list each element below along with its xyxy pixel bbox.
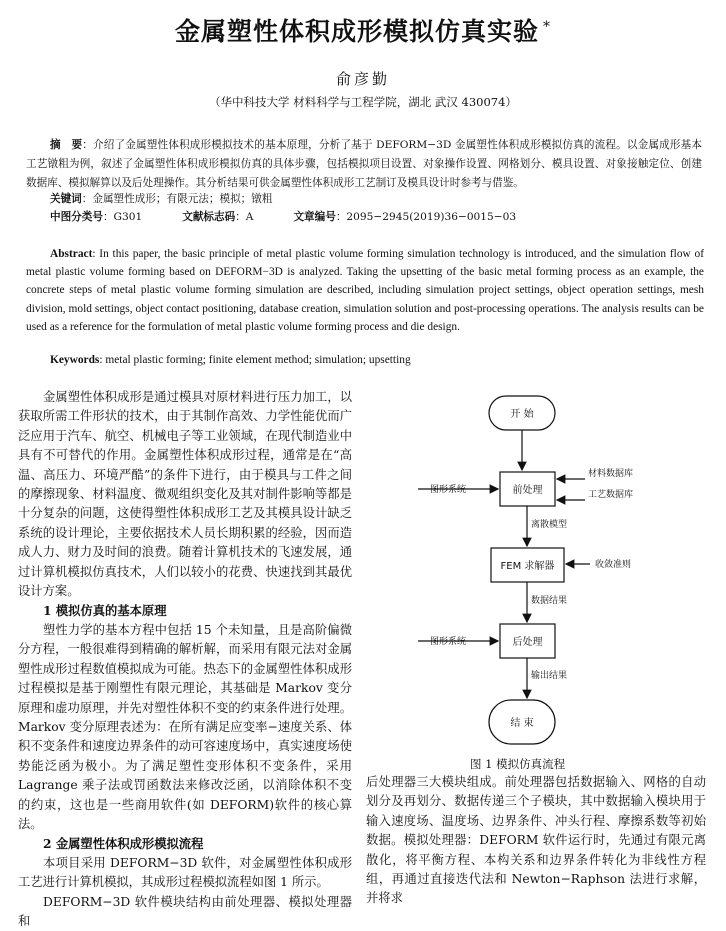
classification-line xyxy=(50,209,516,224)
keywords-en-label: Keywords xyxy=(50,354,100,366)
author-name: 俞彦勤 xyxy=(335,70,390,88)
keywords-cn-label: 关键词 xyxy=(50,193,82,205)
flow-process-db-label: 工艺数据库 xyxy=(588,490,634,500)
section-1-paragraph: 塑性力学的基本方程中包括 15 个未知量，且是高阶偏微分方程，一般很难得到精确的解析解，而采用有限元法对金属塑性成形过程数值模拟成为可能。热态下的金属塑性体积成形过程模拟是基于刚塑性有限元理论，其基础是 Markov 变分原理和虚功原理，并先对塑性体积不变的约束条件进行处理。Markov 变分原理表述为：在所有满足应变率−速度关系、体积不变条件和速度边界条件的动可容速度场中，真实速度场使势能泛函为极小。为了满足塑性变形体积不变条件，采用 Lagrange 乘子法或罚函数法来修改泛函，以消除体积不变的约束，这也是一些商用软件(如 DEFORM)软件的核心算法。 xyxy=(18,622,352,831)
abstract-en-text: : In this paper, the basic principle of metal plastic volume forming simulation technology is introduced, and the simulation flow of metal plastic volume forming based on DEFORM−3D is analyzed. Taking the upsetting of the basic metal forming process as an example, the concrete steps of metal plastic volume forming simulation are described, including simulation project settings, object operation settings, mesh division, mold settings, object contact positioning, database creation, simulation solution and post-processing operations. The analysis results can be used as a reference for the formulation of metal plastic volume forming process and die design. xyxy=(26,248,704,333)
clc-value: ：G301 xyxy=(102,211,143,223)
abstract-chinese xyxy=(26,136,702,193)
paper-title-text: 金属塑性体积成形模拟仿真实验 xyxy=(174,17,539,46)
flow-material-db-label: 材料数据库 xyxy=(588,469,634,479)
section-2-paragraph-2: DEFORM−3D 软件模块结构由前处理器、模拟处理器和 xyxy=(18,894,352,928)
doc-code-value: ：A xyxy=(235,211,254,223)
intro-paragraph: 金属塑性体积成形是通过模具对原材料进行压力加工，以获取所需工件形状的技术，由于其制作高效、力学性能优而广泛应用于汽车、航空、机械电子等工业领域，在现代制造业中具有不可替代的作用。金属塑性体积成形过程，通常是在“高温、高压力、环境严酷”的条件下进行，由于模具与工件之间的摩擦现象、材料温度、微观组织变化及其对制件影响等都是十分复杂的问题，这使得塑性体积成形工艺及其模具设计缺乏系统的设计理论，主要依据技术人员长期积累的经验，因而造成人力、财力及时间的浪费。随着计算机技术的飞速发展，通过计算机模拟仿真技术，人们以较小的花费、快速找到其最优设计方案。 xyxy=(18,390,352,599)
article-number-value: ：2095−2945(2019)36−0015−03 xyxy=(335,211,517,223)
flow-data-result-label: 数据结果 xyxy=(531,596,568,606)
body-left-column xyxy=(18,388,352,931)
flow-graphics-system-label-2: 图形系统 xyxy=(430,637,467,647)
figure-caption: 图 1 模拟仿真流程 xyxy=(470,757,566,771)
abstract-cn-text: ：介绍了金属塑性体积成形模拟技术的基本原理，分析了基于 DEFORM−3D 金属塑性体积成形模拟仿真的流程。以金属成形基本工艺镦粗为例，叙述了金属塑性体积成形模拟仿真的具体步骤，包括模拟项目设置、对象操作设置、网格划分、模具设置、对象接触定位、创建数据库、模拟解算以及后处理操作。其分析结果可供金属塑性体积成形工艺制订及模具设计时参考与借鉴。 xyxy=(26,139,702,189)
keywords-english xyxy=(50,354,411,366)
flow-start-label: 开 始 xyxy=(510,409,534,420)
title-footnote-mark: * xyxy=(543,18,551,35)
keywords-cn-text: ：金属塑性成形；有限元法；模拟；镦粗 xyxy=(81,193,273,205)
flow-preprocess-label: 前处理 xyxy=(512,485,543,496)
flow-convergence-label: 收敛准则 xyxy=(595,560,632,570)
keywords-chinese xyxy=(50,191,272,206)
paper-title xyxy=(0,12,726,48)
doc-code-label: 文献标志码 xyxy=(182,211,236,223)
article-number-label: 文章编号 xyxy=(293,211,336,223)
flow-fem-solver-label: FEM 求解器 xyxy=(500,561,555,572)
flowchart-figure xyxy=(356,382,696,754)
abstract-en-label: Abstract xyxy=(50,248,93,260)
section-2-heading: 2 金属塑性体积成形模拟流程 xyxy=(43,836,204,852)
clc-label: 中图分类号 xyxy=(50,211,103,223)
abstract-cn-label: 摘 要 xyxy=(50,139,83,151)
section-2-paragraph: 本项目采用 DEFORM−3D 软件，对金属塑性体积成形工艺进行计算机模拟，其成形过程模拟流程如图 1 所示。 xyxy=(18,855,352,890)
keywords-en-text: : metal plastic forming; finite element method; simulation; upsetting xyxy=(99,354,411,366)
flow-end-label: 结 束 xyxy=(510,718,534,729)
flow-postprocess-label: 后处理 xyxy=(512,637,543,648)
flow-discrete-model-label: 离散模型 xyxy=(531,520,568,530)
right-column-paragraph: 后处理器三大模块组成。前处理器包括数据输入、网格的自动划分及再划分、数据传递三个子模块，其中数据输入模块用于输入速度场、温度场、边界条件、冲头行程、摩擦系数等初始数据。模拟处理器：DEFORM 软件运行时，先通过有限元离散化，将平衡方程、本构关系和边界条件转化为非线性方程组，再通过直接迭代法和 Newton−Raphson 法进行求解，并将求 xyxy=(366,775,706,906)
affiliation: （华中科技大学 材料科学与工程学院，湖北 武汉 430074） xyxy=(209,95,517,109)
flow-graphics-system-label-1: 图形系统 xyxy=(430,485,467,495)
flow-output-result-label: 输出结果 xyxy=(531,671,568,681)
abstract-english xyxy=(26,245,704,336)
section-1-heading: 1 模拟仿真的基本原理 xyxy=(43,603,167,619)
body-right-column xyxy=(366,773,706,909)
